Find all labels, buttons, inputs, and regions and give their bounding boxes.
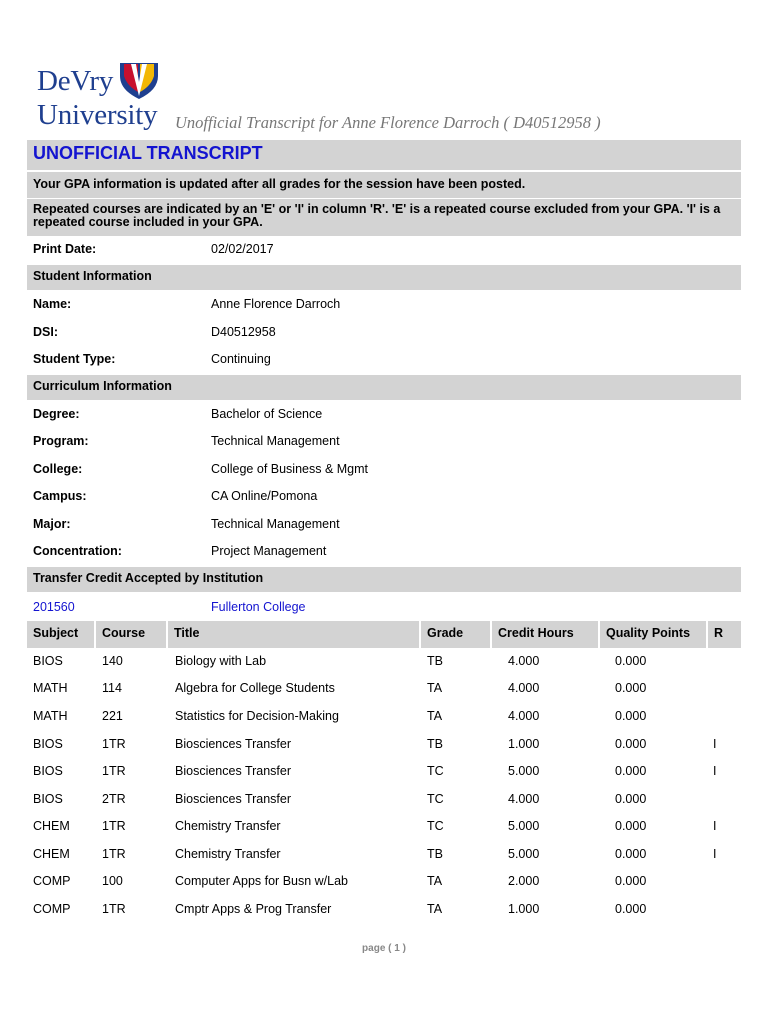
field-value: D40512958 — [211, 325, 276, 339]
cell-quality-points: 0.000 — [615, 681, 647, 695]
page-title: UNOFFICIAL TRANSCRIPT — [27, 140, 741, 170]
logo-line-1: DeVry — [37, 65, 114, 97]
cell-subject: BIOS — [33, 654, 63, 668]
cell-r: I — [713, 819, 717, 833]
cell-subject: CHEM — [33, 819, 70, 833]
cell-credit-hours: 4.000 — [508, 792, 540, 806]
cell-quality-points: 0.000 — [615, 792, 647, 806]
cell-title: Computer Apps for Busn w/Lab — [175, 874, 349, 888]
column-header-credit-hours: Credit Hours — [492, 621, 598, 648]
table-row — [27, 732, 741, 759]
field-label: Name: — [33, 297, 72, 311]
table-row — [27, 814, 741, 841]
table-row — [27, 842, 741, 869]
cell-credit-hours: 1.000 — [508, 737, 540, 751]
concentration-row — [27, 539, 741, 566]
cell-quality-points: 0.000 — [615, 847, 647, 861]
cell-r: I — [713, 764, 717, 778]
cell-subject: COMP — [33, 902, 71, 916]
table-row — [27, 897, 741, 924]
student-type-row — [27, 347, 741, 374]
institution-name: Fullerton College — [211, 600, 306, 614]
field-value: CA Online/Pomona — [211, 489, 318, 503]
cell-title: Chemistry Transfer — [175, 847, 281, 861]
shield-icon — [119, 62, 159, 100]
cell-subject: BIOS — [33, 737, 63, 751]
field-value: Bachelor of Science — [211, 407, 323, 421]
cell-grade: TC — [427, 819, 444, 833]
gpa-note: Your GPA information is updated after all grades for the session have been posted. — [27, 172, 741, 198]
table-row — [27, 787, 741, 814]
column-header-course: Course — [96, 621, 166, 648]
cell-course: 1TR — [102, 819, 126, 833]
table-row — [27, 676, 741, 703]
cell-course: 1TR — [102, 847, 126, 861]
column-header-quality-points: Quality Points — [600, 621, 706, 648]
cell-title: Cmptr Apps & Prog Transfer — [175, 902, 332, 916]
page-number: page ( 1 ) — [362, 943, 406, 954]
cell-r: I — [713, 737, 717, 751]
cell-title: Statistics for Decision-Making — [175, 709, 339, 723]
print-date-label: Print Date: — [33, 242, 97, 256]
logo-line-2: University — [37, 99, 158, 131]
program-row — [27, 429, 741, 456]
institution-row — [27, 595, 741, 621]
field-value: College of Business & Mgmt — [211, 462, 369, 476]
cell-course: 221 — [102, 709, 123, 723]
cell-credit-hours: 5.000 — [508, 764, 540, 778]
cell-title: Biosciences Transfer — [175, 764, 292, 778]
cell-title: Biosciences Transfer — [175, 737, 292, 751]
major-row — [27, 512, 741, 539]
cell-quality-points: 0.000 — [615, 819, 647, 833]
name-row — [27, 292, 741, 319]
field-value: Continuing — [211, 352, 271, 366]
field-value: Project Management — [211, 544, 327, 558]
cell-grade: TB — [427, 737, 443, 751]
cell-credit-hours: 5.000 — [508, 847, 540, 861]
cell-course: 114 — [102, 681, 122, 695]
cell-course: 2TR — [102, 792, 126, 806]
field-label: Program: — [33, 434, 89, 448]
repeated-courses-note: Repeated courses are indicated by an 'E' or 'I' in column 'R'. 'E' is a repeated course excluded from your GPA. 'I' is a repeated course included in your GPA. — [27, 199, 741, 236]
cell-quality-points: 0.000 — [615, 654, 647, 668]
cell-quality-points: 0.000 — [615, 902, 647, 916]
cell-credit-hours: 4.000 — [508, 654, 540, 668]
print-date-row — [27, 237, 741, 264]
cell-grade: TA — [427, 874, 443, 888]
print-date-value: 02/02/2017 — [211, 242, 274, 256]
term-code: 201560 — [33, 600, 75, 614]
field-label: DSI: — [33, 325, 58, 339]
cell-credit-hours: 4.000 — [508, 709, 540, 723]
cell-quality-points: 0.000 — [615, 737, 647, 751]
cell-title: Chemistry Transfer — [175, 819, 281, 833]
document-title: Unofficial Transcript for Anne Florence Darroch ( D40512958 ) — [175, 113, 601, 132]
cell-subject: MATH — [33, 709, 68, 723]
field-value: Technical Management — [211, 517, 340, 531]
cell-subject: MATH — [33, 681, 68, 695]
cell-credit-hours: 5.000 — [508, 819, 540, 833]
transfer-table-header — [27, 621, 741, 648]
cell-title: Algebra for College Students — [175, 681, 335, 695]
table-row — [27, 869, 741, 896]
column-header-title: Title — [168, 621, 419, 648]
field-value: Technical Management — [211, 434, 340, 448]
cell-subject: BIOS — [33, 792, 63, 806]
cell-grade: TA — [427, 902, 443, 916]
field-value: Anne Florence Darroch — [211, 297, 341, 311]
table-row — [27, 759, 741, 786]
cell-subject: COMP — [33, 874, 71, 888]
cell-course: 1TR — [102, 737, 126, 751]
cell-grade: TC — [427, 792, 444, 806]
cell-credit-hours: 2.000 — [508, 874, 540, 888]
dsi-row — [27, 320, 741, 347]
cell-quality-points: 0.000 — [615, 764, 647, 778]
column-header-subject: Subject — [27, 621, 94, 648]
cell-subject: BIOS — [33, 764, 63, 778]
cell-credit-hours: 4.000 — [508, 681, 540, 695]
field-label: Student Type: — [33, 352, 116, 366]
cell-course: 1TR — [102, 902, 126, 916]
cell-grade: TC — [427, 764, 444, 778]
cell-course: 1TR — [102, 764, 126, 778]
field-label: Concentration: — [33, 544, 122, 558]
cell-r: I — [713, 847, 717, 861]
cell-quality-points: 0.000 — [615, 874, 647, 888]
table-row — [27, 649, 741, 676]
college-row — [27, 457, 741, 484]
column-header-grade: Grade — [421, 621, 490, 648]
cell-grade: TB — [427, 654, 443, 668]
field-label: Campus: — [33, 489, 87, 503]
student-information-header: Student Information — [27, 265, 741, 290]
field-label: Degree: — [33, 407, 80, 421]
cell-grade: TB — [427, 847, 443, 861]
campus-row — [27, 484, 741, 511]
cell-subject: CHEM — [33, 847, 70, 861]
field-label: Major: — [33, 517, 71, 531]
table-row — [27, 704, 741, 731]
cell-course: 100 — [102, 874, 123, 888]
cell-title: Biology with Lab — [175, 654, 267, 668]
degree-row — [27, 402, 741, 429]
cell-course: 140 — [102, 654, 123, 668]
cell-credit-hours: 1.000 — [508, 902, 540, 916]
column-header-r: R — [708, 621, 741, 648]
devry-logo — [37, 62, 167, 132]
cell-grade: TA — [427, 709, 443, 723]
curriculum-information-header: Curriculum Information — [27, 375, 741, 400]
cell-grade: TA — [427, 681, 443, 695]
field-label: College: — [33, 462, 83, 476]
cell-title: Biosciences Transfer — [175, 792, 292, 806]
cell-quality-points: 0.000 — [615, 709, 647, 723]
transfer-credit-header: Transfer Credit Accepted by Institution — [27, 567, 741, 592]
